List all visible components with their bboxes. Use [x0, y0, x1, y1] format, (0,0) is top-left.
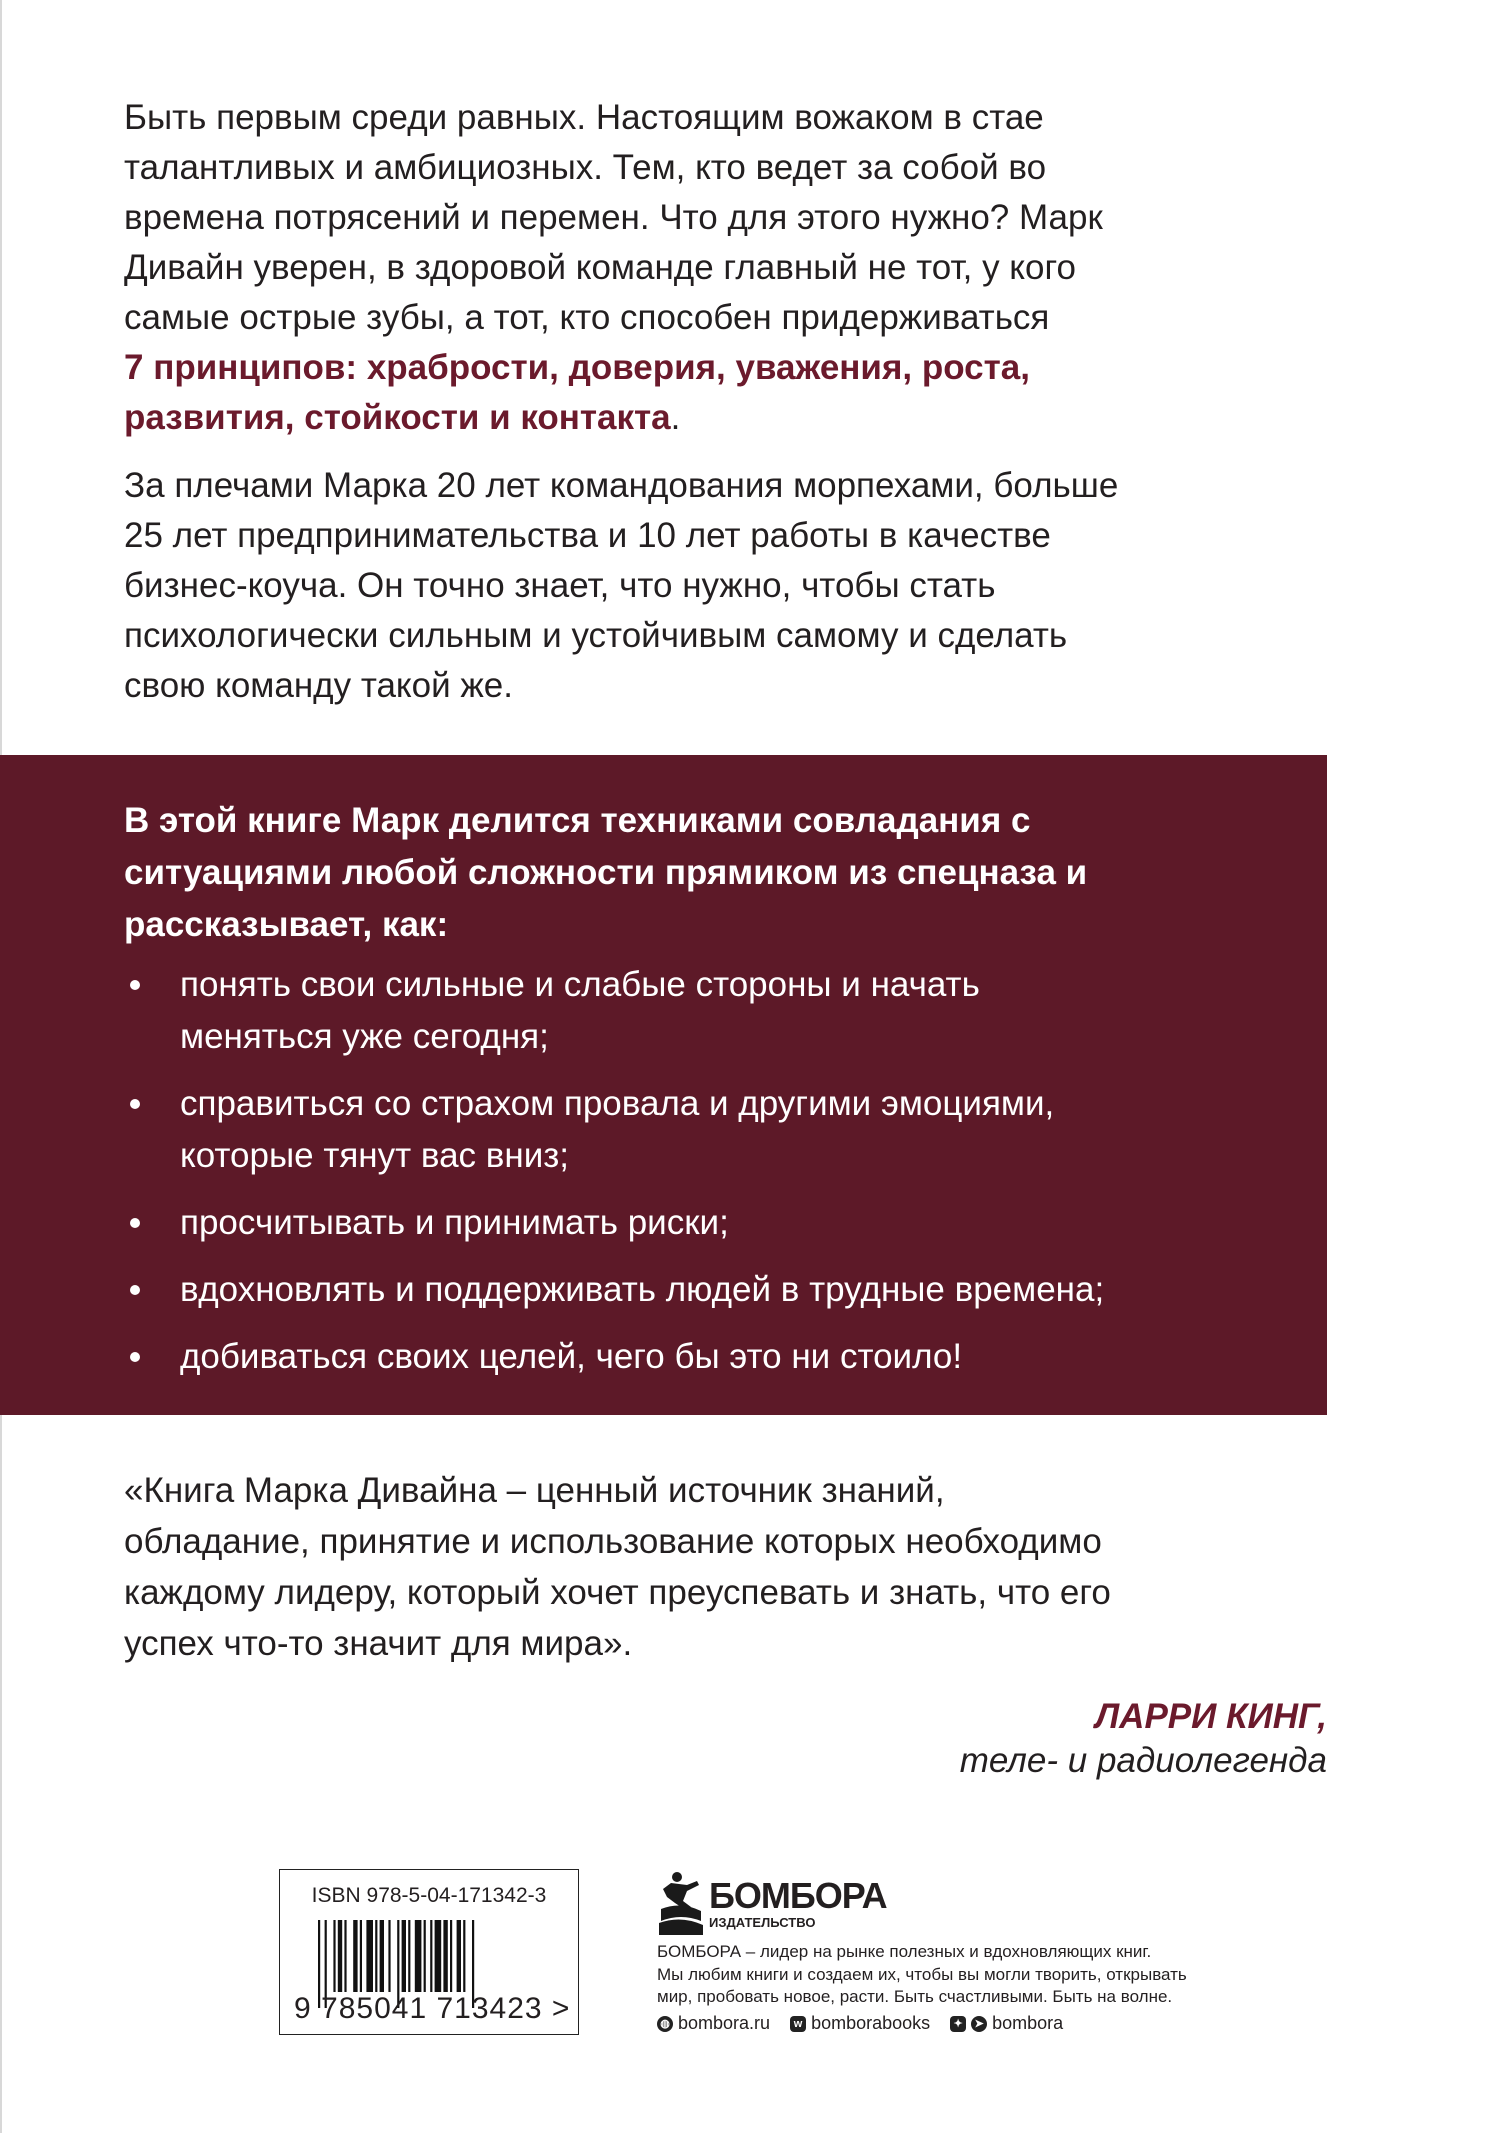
quote-line: «Книга Марка Дивайна – ценный источник знаний, [124, 1471, 945, 1510]
barcode-bar [430, 1920, 432, 1992]
barcode-bar [375, 1920, 377, 1992]
list-item [124, 1264, 1104, 1316]
principles-line: 7 принципов: храбрости, доверия, уважения, роста, [124, 348, 1030, 387]
heading-line: ситуациями любой сложности прямиком из спецназа и [124, 853, 1088, 892]
website-text: bombora.ru [678, 2013, 771, 2033]
isbn-text: ISBN 978-5-04-171342-3 [311, 1884, 547, 1907]
tagline-line: БОМБОРА – лидер на рынке полезных и вдохновляющих книг. [657, 1942, 1152, 1961]
list-item [124, 959, 1104, 1063]
bio-paragraph [124, 461, 1118, 711]
heading-line: рассказывает, как: [124, 905, 449, 944]
heading-line: В этой книге Марк делится техниками совладания с [124, 801, 1031, 840]
publisher-tagline [657, 1941, 1187, 2009]
quote-line: каждому лидеру, который хочет преуспевать и знать, что его [124, 1573, 1111, 1612]
barcode-bar [443, 1920, 447, 1992]
item-line: добиваться своих целей, чего бы это ни стоило! [180, 1337, 963, 1376]
telegram-icon: ➤ [971, 2016, 987, 2032]
barcode-bar [338, 1920, 342, 1992]
quote-line: успех что-то значит для мира». [124, 1624, 633, 1663]
author-title: теле- и радиолегенда [959, 1741, 1327, 1780]
barcode-bar [408, 1920, 410, 1992]
barcode-bar [450, 1920, 452, 1992]
item-line: просчитывать и принимать риски; [180, 1203, 729, 1242]
text-line: самые острые зубы, а тот, кто способен придерживаться [124, 298, 1050, 337]
text-line: психологически сильным и устойчивым самому и сделать [124, 616, 1068, 655]
publisher-links [657, 2013, 1063, 2034]
text-line: бизнес-коуча. Он точно знает, что нужно, чтобы стать [124, 566, 996, 605]
barcode-bar [415, 1920, 422, 1992]
tagline-line: Мы любим книги и создаем их, чтобы вы могли творить, открывать [657, 1964, 1187, 1984]
quote-attribution [960, 1695, 1327, 1783]
barcode-bar [388, 1920, 390, 1992]
vk-icon: w [790, 2016, 806, 2032]
publisher-logo [657, 1871, 917, 1937]
text-line: За плечами Марка 20 лет командования морпехами, больше [124, 466, 1119, 505]
barcode-bar [457, 1920, 461, 1992]
bullet-icon [130, 1099, 140, 1109]
publisher-subtitle: ИЗДАТЕЛЬСТВО [709, 1915, 816, 1930]
barcode-digits: 9 785041 713423 > [294, 1992, 571, 2025]
vk-link[interactable] [790, 2013, 930, 2034]
runner-logo-icon [657, 1871, 705, 1937]
testimonial-quote [124, 1465, 1111, 1669]
text-line: талантливых и амбициозных. Тем, кто ведет за собой во [124, 148, 1047, 187]
list-item [124, 1078, 1104, 1182]
barcode-bar [402, 1920, 406, 1992]
text-line: Быть первым среди равных. Настоящим вожаком в стае [124, 98, 1044, 137]
publisher-name: БОМБОРА [709, 1875, 887, 1916]
quote-line: обладание, принятие и использование которых необходимо [124, 1522, 1102, 1561]
globe-icon: ◍ [657, 2016, 673, 2032]
website-link[interactable] [657, 2013, 770, 2034]
item-line: меняться уже сегодня; [180, 1017, 549, 1056]
barcode-bar [380, 1920, 384, 1992]
period: . [670, 398, 681, 437]
barcode-bar [360, 1920, 362, 1992]
barcode-bar [333, 1920, 335, 1992]
item-line: которые тянут вас вниз; [180, 1136, 570, 1175]
barcode-bar [366, 1920, 373, 1992]
barcode-bar [424, 1920, 426, 1992]
text-line: свою команду такой же. [124, 666, 513, 705]
item-line: справиться со страхом провала и другими эмоциями, [180, 1084, 1055, 1123]
bullet-icon [130, 1352, 140, 1362]
bullet-icon [130, 980, 140, 990]
item-line: понять свои сильные и слабые стороны и начать [180, 965, 980, 1004]
principles-line: развития, стойкости и контакта [124, 398, 671, 437]
social-link[interactable] [950, 2013, 1063, 2034]
barcode-bar [435, 1920, 442, 1992]
item-line: вдохновлять и поддерживать людей в трудные времена; [180, 1270, 1105, 1309]
tagline-line: мир, пробовать новое, расти. Быть счастливыми. Быть на волне. [657, 1987, 1173, 2006]
author-name: ЛАРРИ КИНГ, [1095, 1697, 1327, 1736]
text-line: 25 лет предпринимательства и 10 лет работы в качестве [124, 516, 1051, 555]
list-item [124, 1197, 1104, 1249]
bullet-icon [130, 1285, 140, 1295]
barcode-bar [463, 1920, 465, 1992]
isbn-barcode [279, 1869, 579, 2035]
benefits-list [124, 959, 1104, 1398]
text-line: Дивайн уверен, в здоровой команде главный не тот, у кого [124, 248, 1076, 287]
social-text: bombora [992, 2013, 1064, 2033]
barcode-bar [353, 1920, 357, 1992]
box-heading [124, 795, 1087, 951]
intro-paragraph [124, 93, 1103, 443]
text-line: времена потрясений и перемен. Что для этого нужно? Марк [124, 198, 1103, 237]
vk-text: bomborabooks [811, 2013, 931, 2033]
barcode-bar [344, 1920, 346, 1992]
sparkle-icon: ✦ [950, 2016, 966, 2032]
bullet-icon [130, 1218, 140, 1228]
list-item [124, 1331, 1104, 1383]
